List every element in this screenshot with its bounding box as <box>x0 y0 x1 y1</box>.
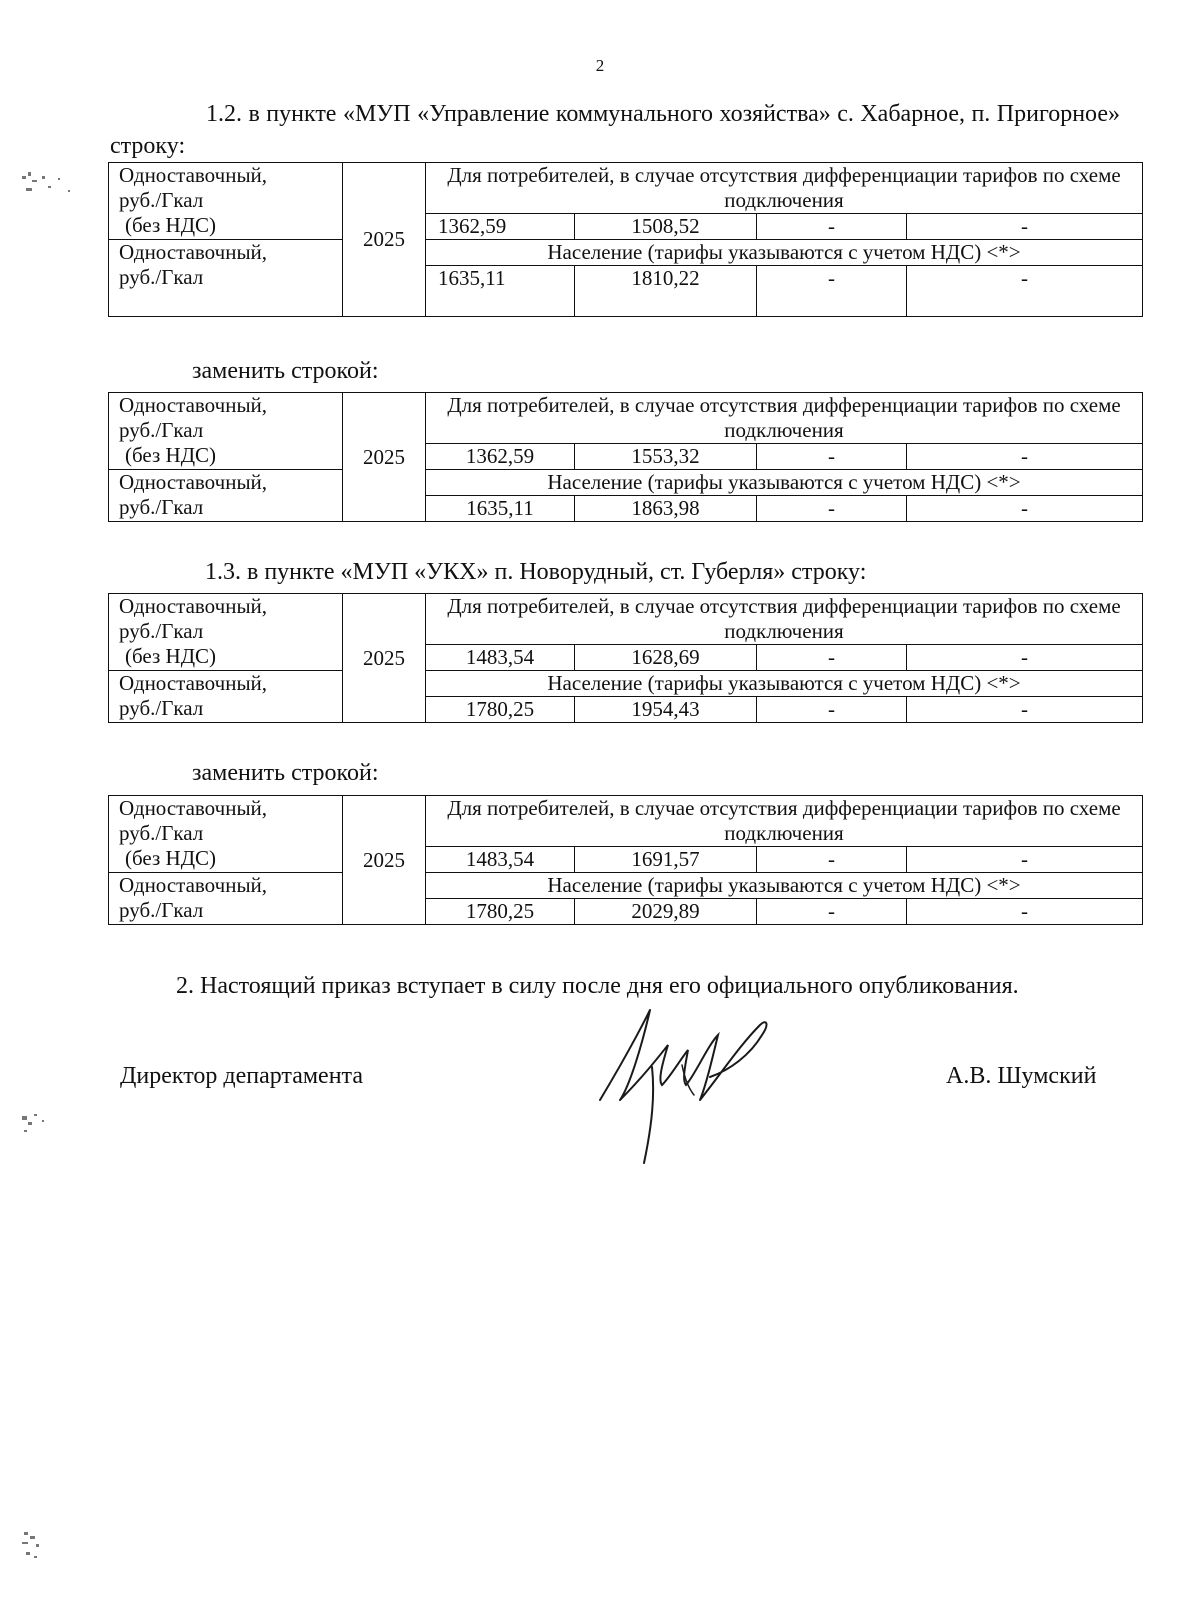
unit-label: руб./Гкал <box>119 188 204 212</box>
consumers-value: 1508,52 <box>575 214 757 240</box>
consumers-value: - <box>757 847 907 873</box>
one-rate-label: Одноставочный, <box>119 796 268 820</box>
population-value: - <box>757 496 907 522</box>
label-cell <box>109 393 343 470</box>
consumers-value: - <box>907 847 1143 873</box>
unit-label: руб./Гкал <box>119 821 204 845</box>
clause-1-3: 1.3. в пункте «МУП «УКХ» п. Новорудный, ст. Губерля» строку: <box>205 559 867 585</box>
one-rate-label: Одноставочный, <box>119 240 268 264</box>
year-cell: 2025 <box>343 163 426 317</box>
consumers-value: 1483,54 <box>426 847 575 873</box>
label-cell <box>109 671 343 723</box>
year-cell: 2025 <box>343 393 426 522</box>
population-value: - <box>907 697 1143 723</box>
consumers-value: 1628,69 <box>575 645 757 671</box>
clause-1-2: 1.2. в пункте «МУП «Управление коммунального хозяйства» с. Хабарное, п. Пригорное» строку: <box>110 101 1120 159</box>
one-rate-label: Одноставочный, <box>119 873 268 897</box>
population-header: Население (тарифы указываются с учетом НДС) <*> <box>426 671 1143 697</box>
no-vat-label: (без НДС) <box>125 213 217 237</box>
replace-label: заменить строкой: <box>192 760 379 786</box>
consumers-value: - <box>907 214 1143 240</box>
population-value: 1780,25 <box>426 899 575 925</box>
population-value: - <box>757 899 907 925</box>
year-cell: 2025 <box>343 796 426 925</box>
population-value: - <box>907 496 1143 522</box>
unit-label: руб./Гкал <box>119 265 204 289</box>
handwritten-signature <box>590 1005 790 1165</box>
population-value: 1810,22 <box>575 266 757 317</box>
no-vat-label: (без НДС) <box>125 443 217 467</box>
tariff-table-4 <box>108 795 1143 925</box>
label-cell <box>109 594 343 671</box>
consumers-value: - <box>907 645 1143 671</box>
consumers-value: - <box>757 214 907 240</box>
clause-2: 2. Настоящий приказ вступает в силу после дня его официального опубликования. <box>176 973 1019 999</box>
one-rate-label: Одноставочный, <box>119 594 268 618</box>
population-value: - <box>907 266 1143 317</box>
consumers-value: 1553,32 <box>575 444 757 470</box>
population-value: 2029,89 <box>575 899 757 925</box>
unit-label: руб./Гкал <box>119 418 204 442</box>
no-vat-label: (без НДС) <box>125 846 217 870</box>
population-value: - <box>757 697 907 723</box>
label-cell <box>109 240 343 317</box>
no-vat-label: (без НДС) <box>125 644 217 668</box>
scan-speck <box>18 170 78 210</box>
page-number: 2 <box>595 56 605 75</box>
unit-label: руб./Гкал <box>119 696 204 720</box>
label-cell <box>109 470 343 522</box>
population-value: 1635,11 <box>426 266 575 317</box>
one-rate-label: Одноставочный, <box>119 393 268 417</box>
consumers-value: - <box>757 444 907 470</box>
unit-label: руб./Гкал <box>119 619 204 643</box>
replace-label: заменить строкой: <box>192 358 379 384</box>
consumers-value: 1362,59 <box>426 444 575 470</box>
one-rate-label: Одноставочный, <box>119 671 268 695</box>
consumers-value: 1483,54 <box>426 645 575 671</box>
label-cell <box>109 873 343 925</box>
population-header: Население (тарифы указываются с учетом НДС) <*> <box>426 873 1143 899</box>
unit-label: руб./Гкал <box>119 495 204 519</box>
population-header: Население (тарифы указываются с учетом НДС) <*> <box>426 470 1143 496</box>
population-value: 1863,98 <box>575 496 757 522</box>
consumers-header: Для потребителей, в случае отсутствия дифференциации тарифов по схеме подключения <box>426 594 1143 645</box>
consumers-value: - <box>757 645 907 671</box>
consumers-header: Для потребителей, в случае отсутствия дифференциации тарифов по схеме подключения <box>426 796 1143 847</box>
population-value: 1780,25 <box>426 697 575 723</box>
population-value: - <box>907 899 1143 925</box>
consumers-header: Для потребителей, в случае отсутствия дифференциации тарифов по схеме подключения <box>426 163 1143 214</box>
scan-speck <box>20 1530 60 1570</box>
label-cell <box>109 796 343 873</box>
tariff-table-3 <box>108 593 1143 723</box>
tariff-table-2 <box>108 392 1143 522</box>
consumers-value: - <box>907 444 1143 470</box>
director-title: Директор департамента <box>120 1063 363 1089</box>
label-cell <box>109 163 343 240</box>
population-header: Население (тарифы указываются с учетом НДС) <*> <box>426 240 1143 266</box>
signer-name: А.В. Шумский <box>946 1063 1097 1089</box>
population-value: 1635,11 <box>426 496 575 522</box>
one-rate-label: Одноставочный, <box>119 470 268 494</box>
tariff-table-1 <box>108 162 1143 317</box>
unit-label: руб./Гкал <box>119 898 204 922</box>
population-value: - <box>757 266 907 317</box>
scan-speck <box>20 1112 60 1142</box>
consumers-value: 1691,57 <box>575 847 757 873</box>
consumers-header: Для потребителей, в случае отсутствия дифференциации тарифов по схеме подключения <box>426 393 1143 444</box>
year-cell: 2025 <box>343 594 426 723</box>
population-value: 1954,43 <box>575 697 757 723</box>
consumers-value: 1362,59 <box>426 214 575 240</box>
one-rate-label: Одноставочный, <box>119 163 268 187</box>
